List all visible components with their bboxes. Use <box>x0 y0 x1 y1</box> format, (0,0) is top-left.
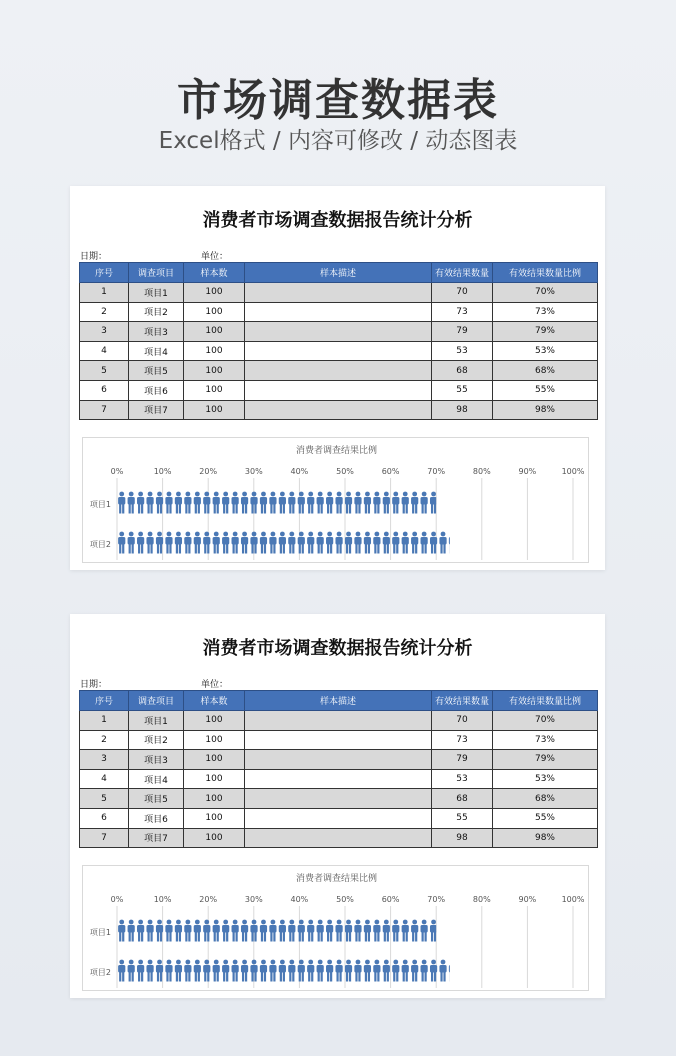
x-tick-label: 80% <box>472 895 491 904</box>
person-icon <box>288 532 295 554</box>
category-label: 项目2 <box>89 540 111 549</box>
row-number-cell[interactable]: 7 <box>80 828 129 848</box>
person-icon <box>194 532 201 554</box>
valid-count-cell[interactable]: 79 <box>432 750 493 770</box>
person-icon <box>184 532 191 554</box>
column-header[interactable]: 样本数 <box>184 263 245 283</box>
person-icon <box>345 492 352 514</box>
person-icon <box>354 532 361 554</box>
person-icon <box>411 532 418 554</box>
person-icon <box>449 532 456 554</box>
x-tick-label: 30% <box>244 895 263 904</box>
table-row <box>80 341 598 361</box>
person-icon <box>175 532 182 554</box>
person-icon <box>146 492 153 514</box>
chart-title: 消费者调查结果比例 <box>295 446 378 456</box>
item-cell[interactable]: 项目3 <box>129 750 184 770</box>
person-icon <box>156 492 163 514</box>
person-icon <box>392 920 399 942</box>
sample-count-cell[interactable]: 100 <box>184 750 245 770</box>
x-tick-label: 90% <box>518 895 537 904</box>
person-icon <box>383 920 390 942</box>
table-row <box>80 361 598 381</box>
person-icon <box>260 960 267 982</box>
person-icon <box>421 920 428 942</box>
valid-count-cell[interactable]: 53 <box>432 769 493 789</box>
sample-count-cell[interactable]: 100 <box>184 341 245 361</box>
person-icon <box>137 532 144 554</box>
table-row <box>80 750 598 770</box>
row-number-cell[interactable]: 1 <box>80 711 129 731</box>
person-icon <box>439 532 446 554</box>
person-icon <box>383 532 390 554</box>
item-cell[interactable]: 项目3 <box>129 322 184 342</box>
person-icon <box>326 920 333 942</box>
sample-count-cell[interactable]: 100 <box>184 302 245 322</box>
item-cell[interactable]: 项目4 <box>129 769 184 789</box>
person-icon <box>213 492 220 514</box>
table-header-row <box>80 691 598 711</box>
date-label: 日期： <box>80 252 108 262</box>
person-icon <box>241 532 248 554</box>
person-icon <box>326 492 333 514</box>
column-header[interactable]: 有效结果数量 <box>432 691 493 711</box>
valid-count-cell[interactable]: 70 <box>432 711 493 731</box>
sample-count-cell[interactable]: 100 <box>184 400 245 420</box>
item-cell[interactable]: 项目6 <box>129 808 184 828</box>
valid-count-cell[interactable]: 73 <box>432 730 493 750</box>
description-cell[interactable] <box>245 361 432 381</box>
item-cell[interactable]: 项目5 <box>129 789 184 809</box>
person-icon <box>156 960 163 982</box>
valid-count-cell[interactable]: 68 <box>432 789 493 809</box>
person-icon <box>335 960 342 982</box>
sample-count-cell[interactable]: 100 <box>184 380 245 400</box>
sample-count-cell[interactable]: 100 <box>184 789 245 809</box>
pictograph-bar[interactable] <box>118 920 437 942</box>
description-cell[interactable] <box>245 302 432 322</box>
person-icon <box>232 492 239 514</box>
unit-label: 单位： <box>201 680 229 690</box>
valid-ratio-cell[interactable]: 53% <box>493 341 598 361</box>
person-icon <box>222 920 229 942</box>
person-icon <box>118 492 125 514</box>
person-icon <box>392 960 399 982</box>
person-icon <box>421 492 428 514</box>
valid-count-cell[interactable]: 55 <box>432 380 493 400</box>
person-icon <box>279 960 286 982</box>
valid-ratio-cell[interactable]: 98% <box>493 828 598 848</box>
person-icon <box>364 532 371 554</box>
person-icon <box>118 960 125 982</box>
column-header[interactable]: 有效结果数量比例 <box>493 263 598 283</box>
person-icon <box>354 920 361 942</box>
description-cell[interactable] <box>245 283 432 303</box>
person-icon <box>364 960 371 982</box>
person-icon <box>175 960 182 982</box>
date-label: 日期： <box>80 680 108 690</box>
pictograph-chart <box>83 438 590 564</box>
x-tick-label: 70% <box>427 895 446 904</box>
valid-ratio-cell[interactable]: 68% <box>493 789 598 809</box>
person-icon <box>222 960 229 982</box>
row-number-cell[interactable]: 3 <box>80 750 129 770</box>
person-icon <box>184 492 191 514</box>
valid-ratio-cell[interactable]: 79% <box>493 750 598 770</box>
page-subtitle: Excel格式 / 内容可修改 / 动态图表 <box>158 128 518 154</box>
person-icon <box>335 920 342 942</box>
person-icon <box>317 960 324 982</box>
person-icon <box>317 532 324 554</box>
item-cell[interactable]: 项目7 <box>129 828 184 848</box>
person-icon <box>392 532 399 554</box>
valid-ratio-cell[interactable]: 79% <box>493 322 598 342</box>
person-icon <box>269 960 276 982</box>
person-icon <box>421 532 428 554</box>
x-tick-label: 40% <box>290 895 309 904</box>
person-icon <box>449 960 456 982</box>
table-row <box>80 828 598 848</box>
valid-ratio-cell[interactable]: 70% <box>493 711 598 731</box>
valid-count-cell[interactable]: 98 <box>432 400 493 420</box>
row-number-cell[interactable]: 2 <box>80 730 129 750</box>
column-header[interactable]: 样本数 <box>184 691 245 711</box>
item-cell[interactable]: 项目5 <box>129 361 184 381</box>
person-icon <box>279 492 286 514</box>
person-icon <box>222 492 229 514</box>
chart-title: 消费者调查结果比例 <box>295 874 378 884</box>
person-icon <box>203 920 210 942</box>
person-icon <box>288 960 295 982</box>
person-icon <box>354 492 361 514</box>
table-row <box>80 711 598 731</box>
valid-ratio-cell[interactable]: 55% <box>493 808 598 828</box>
x-tick-label: 70% <box>427 467 446 476</box>
person-icon <box>307 960 314 982</box>
item-cell[interactable]: 项目2 <box>129 302 184 322</box>
row-number-cell[interactable]: 2 <box>80 302 129 322</box>
person-icon <box>203 532 210 554</box>
person-icon <box>146 920 153 942</box>
person-icon <box>326 960 333 982</box>
person-icon <box>298 492 305 514</box>
x-tick-label: 20% <box>199 467 218 476</box>
person-icon <box>411 960 418 982</box>
category-label: 项目1 <box>89 500 111 509</box>
x-tick-label: 10% <box>153 467 172 476</box>
x-tick-label: 50% <box>336 467 354 476</box>
person-icon <box>137 492 144 514</box>
person-icon <box>194 960 201 982</box>
x-tick-label: 80% <box>472 467 491 476</box>
unit-label: 单位： <box>201 252 229 262</box>
person-icon <box>373 532 380 554</box>
person-icon <box>213 920 220 942</box>
person-icon <box>373 920 380 942</box>
person-icon <box>222 532 229 554</box>
person-icon <box>373 492 380 514</box>
person-icon <box>335 532 342 554</box>
valid-count-cell[interactable]: 79 <box>432 322 493 342</box>
table-row <box>80 302 598 322</box>
person-icon <box>213 532 220 554</box>
description-cell[interactable] <box>245 711 432 731</box>
person-icon <box>260 920 267 942</box>
person-icon <box>317 920 324 942</box>
person-icon <box>165 920 172 942</box>
person-icon <box>392 492 399 514</box>
description-cell[interactable] <box>245 808 432 828</box>
category-label: 项目2 <box>89 968 111 977</box>
person-icon <box>128 960 135 982</box>
item-cell[interactable]: 项目7 <box>129 400 184 420</box>
person-icon <box>269 532 276 554</box>
row-number-cell[interactable]: 6 <box>80 808 129 828</box>
x-tick-label: 30% <box>244 467 263 476</box>
person-icon <box>232 920 239 942</box>
x-tick-label: 60% <box>381 895 400 904</box>
person-icon <box>279 532 286 554</box>
person-icon <box>146 960 153 982</box>
person-icon <box>383 492 390 514</box>
valid-ratio-cell[interactable]: 73% <box>493 302 598 322</box>
chart-container <box>82 437 589 563</box>
column-header[interactable]: 有效结果数量 <box>432 263 493 283</box>
person-icon <box>421 960 428 982</box>
valid-count-cell[interactable]: 53 <box>432 341 493 361</box>
person-icon <box>317 492 324 514</box>
row-number-cell[interactable]: 4 <box>80 769 129 789</box>
person-icon <box>335 492 342 514</box>
person-icon <box>184 960 191 982</box>
person-icon <box>307 532 314 554</box>
person-icon <box>241 492 248 514</box>
x-tick-label: 50% <box>336 895 354 904</box>
description-cell[interactable] <box>245 341 432 361</box>
valid-count-cell[interactable]: 68 <box>432 361 493 381</box>
person-icon <box>165 492 172 514</box>
person-icon <box>373 960 380 982</box>
row-number-cell[interactable]: 3 <box>80 322 129 342</box>
person-icon <box>194 920 201 942</box>
table-row <box>80 730 598 750</box>
sample-count-cell[interactable]: 100 <box>184 283 245 303</box>
item-cell[interactable]: 项目2 <box>129 730 184 750</box>
person-icon <box>184 920 191 942</box>
valid-count-cell[interactable]: 70 <box>432 283 493 303</box>
survey-table <box>79 262 598 420</box>
person-icon <box>128 920 135 942</box>
sample-count-cell[interactable]: 100 <box>184 808 245 828</box>
person-icon <box>307 492 314 514</box>
valid-count-cell[interactable]: 98 <box>432 828 493 848</box>
table-row <box>80 808 598 828</box>
column-header[interactable]: 调查项目 <box>129 263 184 283</box>
person-icon <box>232 532 239 554</box>
person-icon <box>137 960 144 982</box>
person-icon <box>175 492 182 514</box>
row-number-cell[interactable]: 6 <box>80 380 129 400</box>
person-icon <box>298 960 305 982</box>
column-header[interactable]: 样本描述 <box>245 263 432 283</box>
person-icon <box>213 960 220 982</box>
column-header[interactable]: 样本描述 <box>245 691 432 711</box>
person-icon <box>269 492 276 514</box>
description-cell[interactable] <box>245 828 432 848</box>
item-cell[interactable]: 项目4 <box>129 341 184 361</box>
valid-count-cell[interactable]: 55 <box>432 808 493 828</box>
person-icon <box>156 920 163 942</box>
column-header[interactable]: 序号 <box>80 691 129 711</box>
person-icon <box>260 532 267 554</box>
description-cell[interactable] <box>245 730 432 750</box>
sheet-title: 消费者市场调查数据报告统计分析 <box>202 638 473 659</box>
sample-count-cell[interactable]: 100 <box>184 711 245 731</box>
person-icon <box>439 960 446 982</box>
person-icon <box>128 492 135 514</box>
item-cell[interactable]: 项目6 <box>129 380 184 400</box>
column-header[interactable]: 序号 <box>80 263 129 283</box>
sample-count-cell[interactable]: 100 <box>184 730 245 750</box>
description-cell[interactable] <box>245 400 432 420</box>
person-icon <box>241 960 248 982</box>
sheet-title: 消费者市场调查数据报告统计分析 <box>202 210 473 231</box>
person-icon <box>345 532 352 554</box>
row-number-cell[interactable]: 5 <box>80 789 129 809</box>
valid-ratio-cell[interactable]: 98% <box>493 400 598 420</box>
item-cell[interactable]: 项目1 <box>129 283 184 303</box>
table-row <box>80 789 598 809</box>
x-tick-label: 20% <box>199 895 218 904</box>
person-icon <box>364 492 371 514</box>
x-tick-label: 60% <box>381 467 400 476</box>
valid-ratio-cell[interactable]: 70% <box>493 283 598 303</box>
person-icon <box>118 920 125 942</box>
person-icon <box>128 532 135 554</box>
x-tick-label: 100% <box>561 895 585 904</box>
description-cell[interactable] <box>245 769 432 789</box>
x-tick-label: 0% <box>110 467 124 476</box>
person-icon <box>402 960 409 982</box>
x-tick-label: 100% <box>561 467 585 476</box>
x-tick-label: 10% <box>153 895 172 904</box>
person-icon <box>364 920 371 942</box>
person-icon <box>307 920 314 942</box>
person-icon <box>298 532 305 554</box>
table-row <box>80 283 598 303</box>
description-cell[interactable] <box>245 789 432 809</box>
table-row <box>80 769 598 789</box>
column-header[interactable]: 有效结果数量比例 <box>493 691 598 711</box>
report-sheet <box>70 614 605 998</box>
person-icon <box>203 492 210 514</box>
person-icon <box>411 492 418 514</box>
person-icon <box>345 920 352 942</box>
row-number-cell[interactable]: 7 <box>80 400 129 420</box>
person-icon <box>269 920 276 942</box>
sample-count-cell[interactable]: 100 <box>184 828 245 848</box>
person-icon <box>326 532 333 554</box>
description-cell[interactable] <box>245 322 432 342</box>
x-tick-label: 90% <box>518 467 537 476</box>
valid-ratio-cell[interactable]: 73% <box>493 730 598 750</box>
person-icon <box>232 960 239 982</box>
x-tick-label: 0% <box>110 895 124 904</box>
survey-table <box>79 690 598 848</box>
person-icon <box>402 492 409 514</box>
valid-ratio-cell[interactable]: 55% <box>493 380 598 400</box>
person-icon <box>383 960 390 982</box>
person-icon <box>354 960 361 982</box>
item-cell[interactable]: 项目1 <box>129 711 184 731</box>
person-icon <box>411 920 418 942</box>
person-icon <box>165 532 172 554</box>
table-row <box>80 322 598 342</box>
row-number-cell[interactable]: 5 <box>80 361 129 381</box>
person-icon <box>203 960 210 982</box>
table-row <box>80 400 598 420</box>
person-icon <box>298 920 305 942</box>
table-header-row <box>80 263 598 283</box>
category-label: 项目1 <box>89 928 111 937</box>
person-icon <box>156 532 163 554</box>
person-icon <box>146 532 153 554</box>
person-icon <box>165 960 172 982</box>
person-icon <box>260 492 267 514</box>
person-icon <box>118 532 125 554</box>
person-icon <box>288 492 295 514</box>
sample-count-cell[interactable]: 100 <box>184 769 245 789</box>
person-icon <box>241 920 248 942</box>
pictograph-bar[interactable] <box>118 532 456 554</box>
person-icon <box>402 532 409 554</box>
table-row <box>80 380 598 400</box>
person-icon <box>175 920 182 942</box>
valid-ratio-cell[interactable]: 68% <box>493 361 598 381</box>
person-icon <box>402 920 409 942</box>
report-sheet <box>70 186 605 570</box>
description-cell[interactable] <box>245 750 432 770</box>
person-icon <box>137 920 144 942</box>
sample-count-cell[interactable]: 100 <box>184 322 245 342</box>
description-cell[interactable] <box>245 380 432 400</box>
person-icon <box>279 920 286 942</box>
person-icon <box>345 960 352 982</box>
row-number-cell[interactable]: 1 <box>80 283 129 303</box>
pictograph-bar[interactable] <box>118 492 437 514</box>
chart-container <box>82 865 589 991</box>
valid-ratio-cell[interactable]: 53% <box>493 769 598 789</box>
person-icon <box>194 492 201 514</box>
person-icon <box>288 920 295 942</box>
page-title: 市场调查数据表 <box>177 75 499 126</box>
pictograph-chart <box>83 866 590 992</box>
column-header[interactable]: 调查项目 <box>129 691 184 711</box>
sample-count-cell[interactable]: 100 <box>184 361 245 381</box>
pictograph-bar[interactable] <box>118 960 456 982</box>
x-tick-label: 40% <box>290 467 309 476</box>
row-number-cell[interactable]: 4 <box>80 341 129 361</box>
valid-count-cell[interactable]: 73 <box>432 302 493 322</box>
